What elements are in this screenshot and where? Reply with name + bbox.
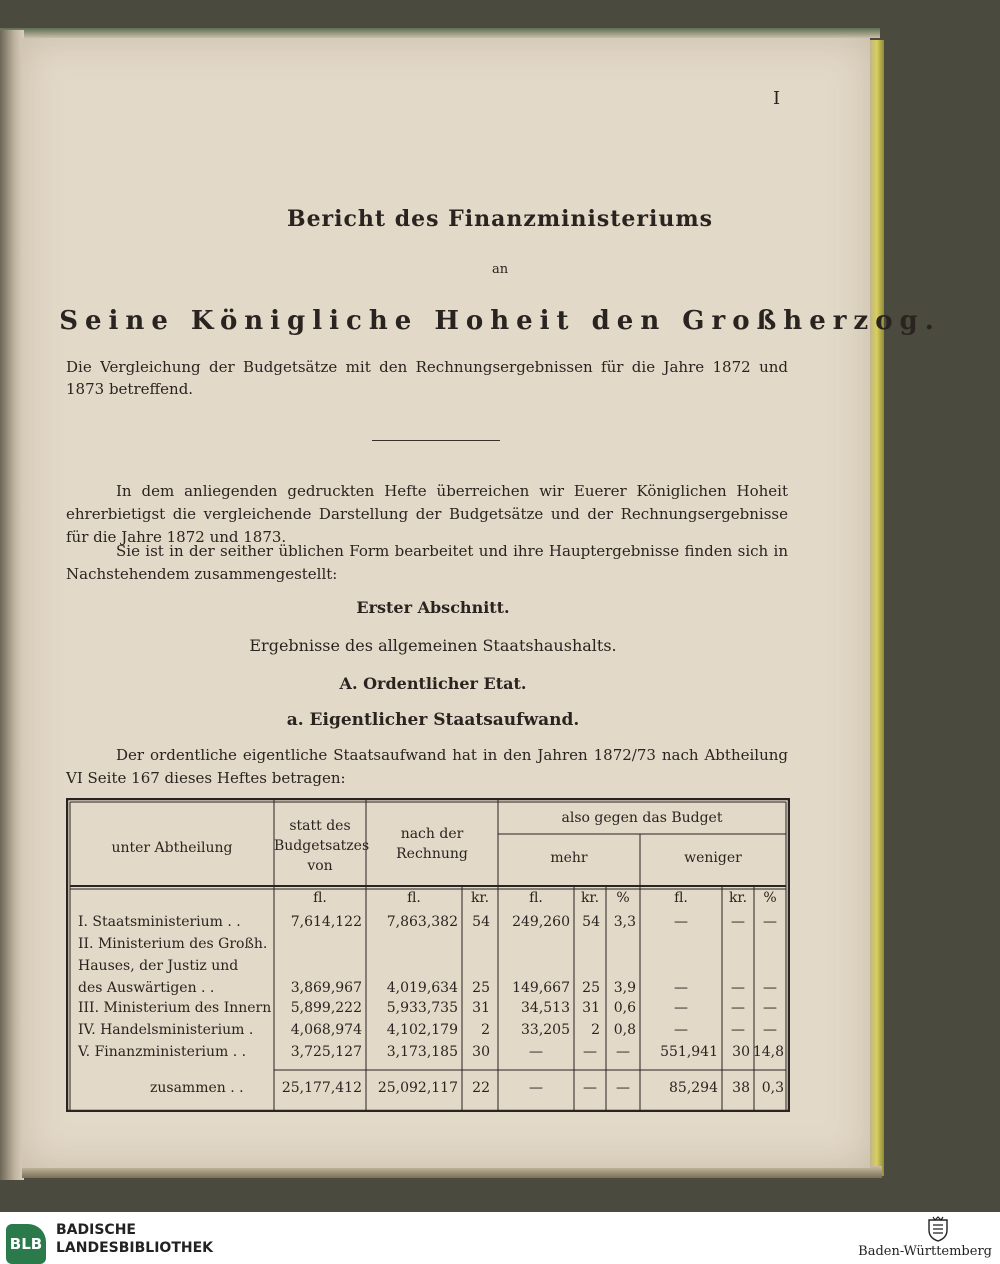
header-weniger: weniger xyxy=(684,850,742,866)
section-heading-2: Ergebnisse des allgemeinen Staatshaushalts. xyxy=(249,636,617,655)
cell-rech-kr: 31 xyxy=(472,1000,490,1016)
unit-budget: fl. xyxy=(313,890,327,906)
cell-mehr-kr: 54 xyxy=(582,914,600,930)
unit-wen-kr: kr. xyxy=(728,890,748,906)
cell-budget: 4,068,974 xyxy=(290,1022,362,1038)
cell-rech-fl: 4,019,634 xyxy=(386,980,458,996)
cell-wen-kr: — xyxy=(731,1000,745,1016)
total-rech-kr: 22 xyxy=(472,1080,490,1096)
row-label: V. Finanzministerium . . xyxy=(78,1044,247,1060)
cell-mehr-pct: — xyxy=(616,1044,630,1060)
cell-rech-fl: 4,102,179 xyxy=(386,1022,458,1038)
total-mehr-fl: — xyxy=(529,1080,543,1096)
cell-wen-kr: 30 xyxy=(732,1044,750,1060)
cell-rech-kr: 30 xyxy=(472,1044,490,1060)
total-wen-kr: 38 xyxy=(732,1080,750,1096)
blb-logo: BLB xyxy=(6,1224,46,1264)
library-name-line2: LANDESBIBLIOTHEK xyxy=(56,1240,214,1256)
title-an: an xyxy=(491,262,509,277)
cell-budget: 3,869,967 xyxy=(290,980,362,996)
total-rech-fl: 25,092,117 xyxy=(377,1080,458,1096)
cell-wen-fl: 551,941 xyxy=(660,1044,718,1060)
cell-mehr-fl: — xyxy=(529,1044,543,1060)
header-statt-1: statt des xyxy=(289,818,351,834)
cell-wen-pct: — xyxy=(763,980,777,996)
header-statt-2: Budgetsatzes xyxy=(274,838,370,854)
header-also: also gegen das Budget xyxy=(561,810,723,826)
cell-wen-pct: — xyxy=(763,914,777,930)
paragraph-form: Sie ist in der seither üblichen Form bearbeitet und ihre Hauptergebnisse finden sich in Nachstehendem zusammengestellt: xyxy=(66,542,788,583)
cell-rech-kr: 25 xyxy=(472,980,490,996)
book-top-edge xyxy=(0,28,880,38)
total-wen-fl: 85,294 xyxy=(669,1080,718,1096)
cell-wen-fl: — xyxy=(674,914,688,930)
unit-mehr-pct: % xyxy=(616,890,630,906)
unit-mehr-fl: fl. xyxy=(529,890,543,906)
cell-wen-fl: — xyxy=(674,980,688,996)
header-nach-2: Rechnung xyxy=(396,846,468,862)
section-heading-4: a. Eigentlicher Staatsaufwand. xyxy=(286,710,580,730)
cell-mehr-pct: 3,3 xyxy=(613,914,636,930)
header-mehr: mehr xyxy=(550,850,588,866)
total-budget: 25,177,412 xyxy=(281,1080,362,1096)
cell-wen-pct: 14,8 xyxy=(752,1044,784,1060)
row-label: IV. Handelsministerium . xyxy=(78,1022,254,1038)
paragraph-intro: In dem anliegenden gedruckten Hefte überreichen wir Euerer Königlichen Hoheit ehrerbietigst die vergleichende Darstellung der Budgetsätze und der Rechnungsergebnisse für die Jahre 1872 und 1873. xyxy=(66,482,788,546)
report-title: Bericht des Finanzministeriums xyxy=(286,206,714,232)
unit-mehr-kr: kr. xyxy=(580,890,600,906)
cell-budget: 7,614,122 xyxy=(290,914,362,930)
unit-wen-fl: fl. xyxy=(674,890,688,906)
cell-mehr-pct: 0,6 xyxy=(613,1000,636,1016)
cell-wen-kr: — xyxy=(731,980,745,996)
header-nach-1: nach der xyxy=(400,826,464,842)
row-label: III. Ministerium des Innern xyxy=(78,1000,272,1016)
cell-rech-kr: 2 xyxy=(481,1022,490,1038)
cell-wen-fl: — xyxy=(674,1000,688,1016)
row-label: des Auswärtigen . . xyxy=(78,980,215,996)
unit-wen-pct: % xyxy=(763,890,777,906)
total-label: zusammen . . xyxy=(150,1080,244,1096)
state-name: Baden-Württemberg xyxy=(858,1244,992,1259)
section-heading-3: A. Ordentlicher Etat. xyxy=(339,674,527,693)
total-wen-pct: 0,3 xyxy=(761,1080,784,1096)
page-number: I xyxy=(773,88,781,109)
cell-wen-pct: — xyxy=(763,1022,777,1038)
cell-mehr-pct: 3,9 xyxy=(613,980,636,996)
cell-budget: 3,725,127 xyxy=(290,1044,362,1060)
section-heading-1: Erster Abschnitt. xyxy=(356,598,510,617)
addressee-heading: Seine Königliche Hoheit den Großherzog. xyxy=(59,306,941,336)
cell-wen-kr: — xyxy=(731,1022,745,1038)
cell-wen-fl: — xyxy=(674,1022,688,1038)
cell-rech-fl: 7,863,382 xyxy=(386,914,458,930)
cell-mehr-fl: 34,513 xyxy=(521,1000,570,1016)
cell-mehr-fl: 33,205 xyxy=(521,1022,570,1038)
cell-mehr-kr: 2 xyxy=(591,1022,600,1038)
cell-mehr-fl: 149,667 xyxy=(512,980,570,996)
cell-mehr-kr: 25 xyxy=(582,980,600,996)
header-unter: unter Abtheilung xyxy=(111,840,233,856)
separator-rule xyxy=(372,440,500,441)
cell-mehr-kr: — xyxy=(583,1044,597,1060)
header-statt-3: von xyxy=(307,858,333,874)
library-name-line1: BADISCHE xyxy=(56,1222,136,1238)
budget-table xyxy=(66,798,790,1112)
cell-rech-kr: 54 xyxy=(472,914,490,930)
cell-mehr-fl: 249,260 xyxy=(512,914,570,930)
total-mehr-pct: — xyxy=(616,1080,630,1096)
cell-budget: 5,899,222 xyxy=(290,1000,362,1016)
unit-rech-kr: kr. xyxy=(470,890,490,906)
footer-bar xyxy=(0,1212,1000,1264)
row-label: Hauses, der Justiz und xyxy=(78,958,239,974)
cell-rech-fl: 5,933,735 xyxy=(386,1000,458,1016)
cell-mehr-pct: 0,8 xyxy=(613,1022,636,1038)
total-mehr-kr: — xyxy=(583,1080,597,1096)
unit-rech-fl: fl. xyxy=(407,890,421,906)
subtitle: Die Vergleichung der Budgetsätze mit den Rechnungsergebnissen für die Jahre 1872 und 1873 betreffend. xyxy=(66,358,788,398)
coat-of-arms-icon xyxy=(927,1216,949,1242)
cell-wen-kr: — xyxy=(731,914,745,930)
cell-wen-pct: — xyxy=(763,1000,777,1016)
paragraph-table-intro: Der ordentliche eigentliche Staatsaufwand hat in den Jahren 1872/73 nach Abtheilung VI Seite 167 dieses Heftes betragen: xyxy=(66,746,788,787)
cell-rech-fl: 3,173,185 xyxy=(386,1044,458,1060)
row-label: I. Staatsministerium . . xyxy=(78,914,241,930)
cell-mehr-kr: 31 xyxy=(582,1000,600,1016)
row-label: II. Ministerium des Großh. xyxy=(78,936,268,952)
